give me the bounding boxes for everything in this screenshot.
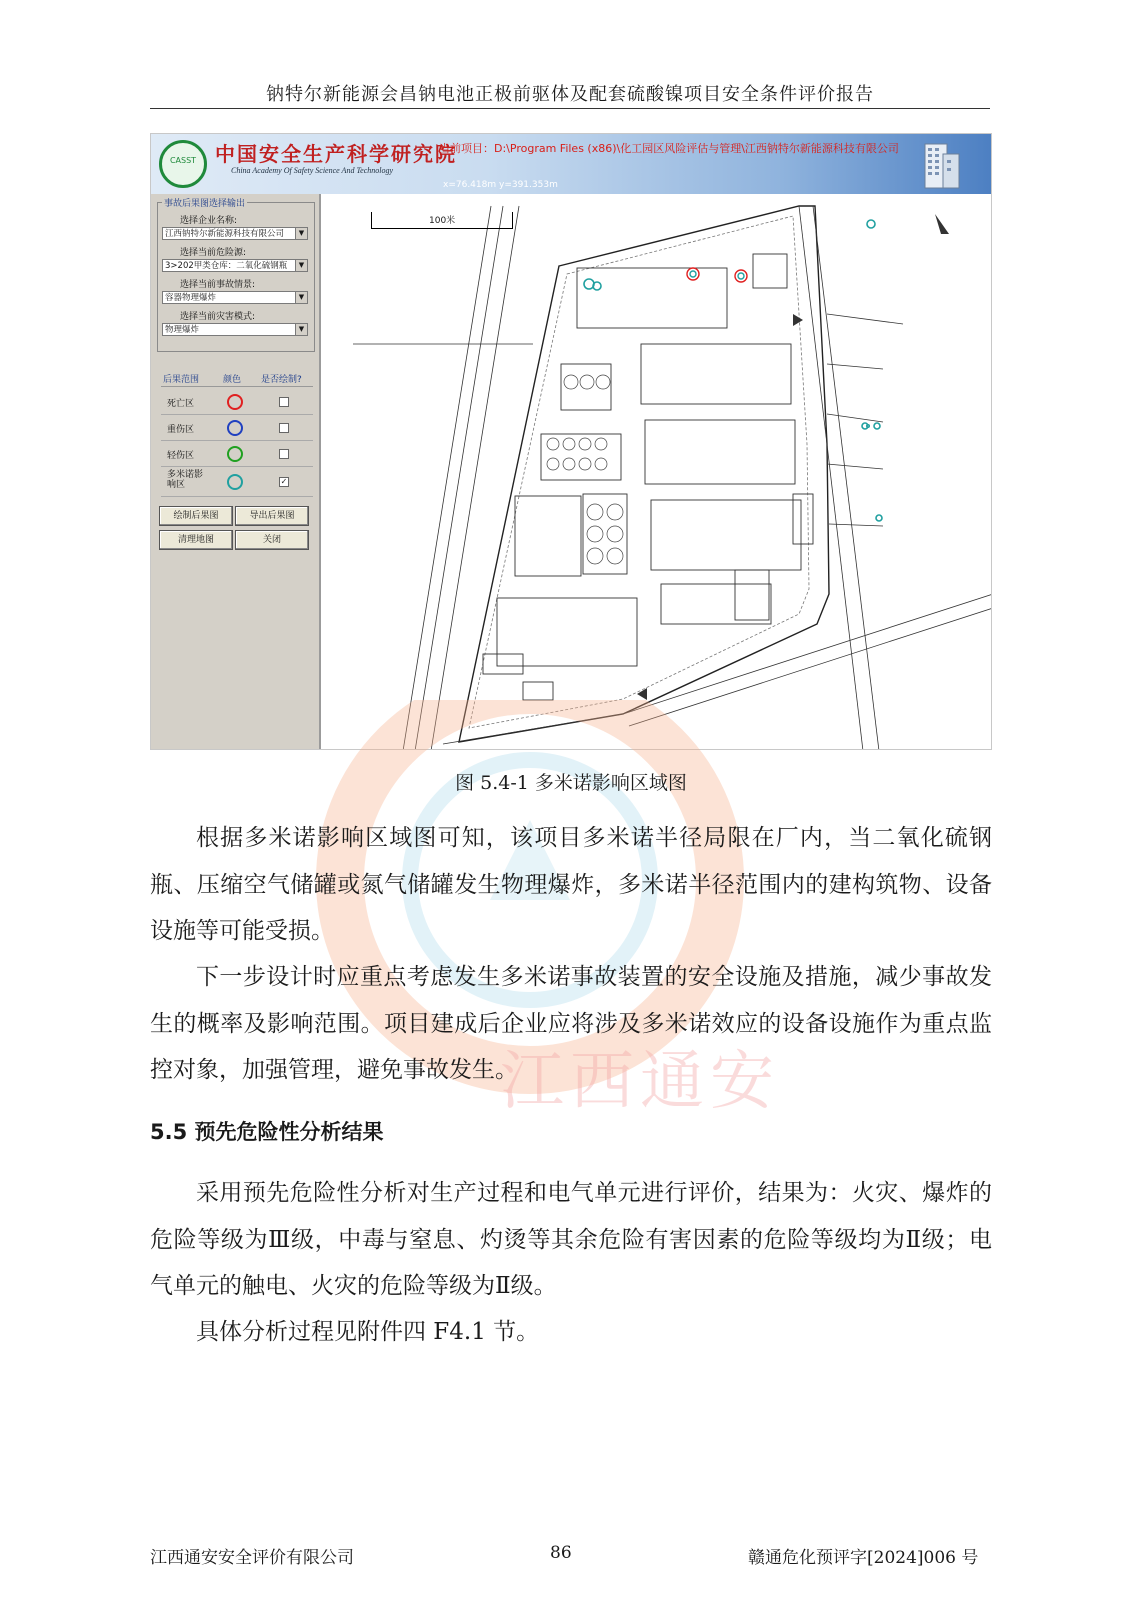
cursor-coordinates: x=76.418m y=391.353m — [443, 180, 558, 190]
scale-label: 100米 — [429, 216, 456, 226]
scenario-label: 选择当前事故情景: — [180, 280, 256, 290]
table-row — [161, 414, 313, 441]
footer-company: 江西通安安全评价有限公司 — [150, 1548, 354, 1568]
circle-icon[interactable] — [227, 474, 243, 490]
draw-checkbox[interactable] — [279, 397, 289, 407]
zone-label: 重伤区 — [167, 425, 195, 435]
watermark-text: 江西通安 — [500, 1045, 780, 1119]
control-panel — [151, 194, 321, 750]
header-rule — [150, 108, 990, 109]
zone-label: 多米诺影响区 — [167, 470, 204, 490]
section-title: 5.5 预先危险性分析结果 — [150, 1120, 384, 1144]
paragraph: 根据多米诺影响区域图可知，该项目多米诺半径局限在厂内，当二氧化硫钢瓶、压缩空气储罐或氮气储罐发生物理爆炸，多米诺半径范围内的建构筑物、设备设施等可能受损。 — [150, 825, 992, 944]
paragraph: 下一步设计时应重点考虑发生多米诺事故装置的安全设施及措施，减少事故发生的概率及影响范围。项目建成后企业应将涉及多米诺效应的设备设施作为重点监控对象，加强管理，避免事故发生。 — [150, 964, 992, 1083]
zone-label: 死亡区 — [167, 399, 195, 409]
draw-checkbox[interactable]: ✓ — [280, 477, 288, 486]
mode-label: 选择当前灾害模式: — [180, 312, 256, 322]
table-row — [161, 440, 313, 467]
building-icon — [913, 138, 965, 190]
draw-result-button[interactable]: 绘制后果图 — [159, 506, 233, 526]
scenario-select[interactable]: 容器物理爆炸 ▼ — [162, 291, 308, 304]
document-number: 赣通危化预评字[2024]006 号 — [748, 1548, 979, 1568]
chevron-down-icon[interactable]: ▼ — [295, 260, 307, 271]
col-header-range: 后果范围 — [163, 375, 200, 385]
export-result-button[interactable]: 导出后果图 — [235, 506, 309, 526]
circle-icon[interactable] — [227, 446, 243, 462]
page-number: 86 — [550, 1543, 572, 1563]
company-label: 选择企业名称: — [180, 216, 238, 226]
page-header: 钠特尔新能源会昌钠电池正极前驱体及配套硫酸镍项目安全条件评价报告 — [266, 84, 874, 105]
col-header-draw: 是否绘制? — [261, 375, 302, 385]
chevron-down-icon[interactable]: ▼ — [295, 228, 307, 239]
company-select[interactable]: 江西钠特尔新能源科技有限公司 ▼ — [162, 227, 308, 240]
circle-icon[interactable] — [227, 420, 243, 436]
table-row — [161, 388, 313, 415]
output-group — [157, 199, 315, 352]
table-row — [161, 466, 313, 497]
paragraph: 采用预先危险性分析对生产过程和电气单元进行评价，结果为：火灾、爆炸的危险等级为Ⅲ级，中毒与窒息、灼烫等其余危险有害因素的危险等级均为Ⅱ级；电气单元的触电、火灾的危险等级为Ⅱ级。 — [150, 1180, 992, 1299]
org-name-en: China Academy Of Safety Science And Technology — [231, 166, 394, 175]
draw-checkbox[interactable] — [279, 423, 289, 433]
draw-checkbox[interactable] — [279, 449, 289, 459]
org-name-cn: 中国安全生产科学研究院 — [215, 142, 457, 166]
hazard-select[interactable]: 3>202甲类仓库：二氧化硫钢瓶 ▼ — [162, 259, 308, 272]
hazard-label: 选择当前危险源: — [180, 248, 247, 258]
chevron-down-icon[interactable]: ▼ — [295, 292, 307, 303]
site-plan-drawing — [323, 194, 992, 750]
current-project-path: 当前项目：D:\Program Files (x86)\化工园区风险评估与管理\江西钠特尔新能源科技有限公司 — [439, 142, 899, 155]
paragraph: 具体分析过程见附件四 F4.1 节。 — [196, 1319, 540, 1345]
circle-icon[interactable] — [227, 394, 243, 410]
logo-text: CASST — [169, 156, 197, 165]
zone-label: 轻伤区 — [167, 451, 195, 461]
chevron-down-icon[interactable]: ▼ — [295, 324, 307, 335]
software-screenshot — [150, 133, 992, 750]
map-canvas[interactable] — [323, 194, 992, 750]
figure-caption: 图 5.4-1 多米诺影响区域图 — [455, 772, 687, 794]
close-button[interactable]: 关闭 — [235, 530, 309, 550]
app-banner — [151, 134, 992, 194]
mode-select[interactable]: 物理爆炸 ▼ — [162, 323, 308, 336]
group-title: 事故后果图选择输出 — [162, 196, 247, 209]
clear-map-button[interactable]: 清理地图 — [159, 530, 233, 550]
col-header-color: 颜色 — [223, 375, 242, 385]
